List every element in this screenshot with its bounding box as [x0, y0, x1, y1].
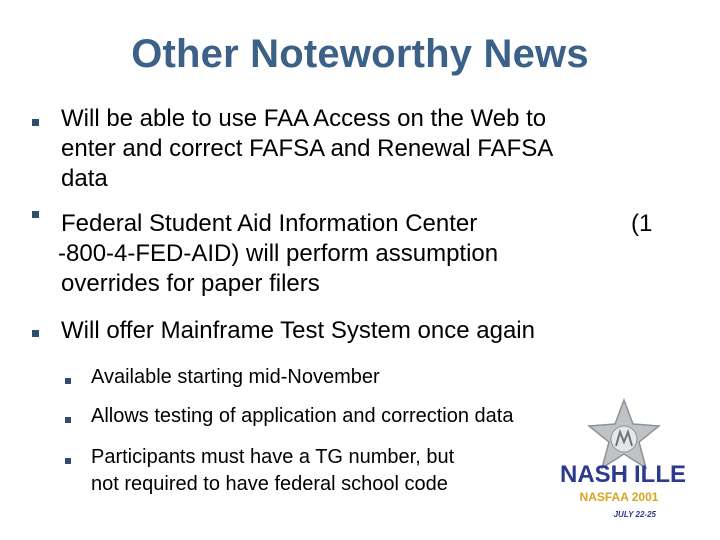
sub-bullet-3-line-2: not required to have federal school code	[91, 473, 448, 495]
bullet-marker	[32, 330, 39, 337]
logo-subtitle: NASFAA 2001	[579, 490, 659, 504]
sub-bullet-2-line-1: Allows testing of application and correction data	[91, 405, 514, 427]
sub-bullet-3-line-1: Participants must have a TG number, but	[91, 446, 455, 468]
bullet-marker	[32, 211, 39, 218]
bullet-1-line-2: enter and correct FAFSA and Renewal FAFSA	[61, 135, 554, 162]
bullet-2-line-3: overrides for paper filers	[61, 270, 320, 297]
sub-bullet-1-line-1: Available starting mid-November	[91, 366, 380, 388]
bullet-2-line-2: -800-4-FED-AID) will perform assumption	[58, 240, 499, 267]
slide-title: Other Noteworthy News	[131, 32, 589, 76]
logo-dates: JULY 22-25	[613, 510, 656, 519]
star-badge-icon	[560, 398, 686, 522]
sub-bullet-marker	[65, 417, 71, 423]
logo-name-right: ILLE	[634, 461, 686, 488]
bullet-2-line-1: Federal Student Aid Information Center	[61, 210, 478, 237]
bullet-1-line-1: Will be able to use FAA Access on the Web to	[61, 105, 547, 132]
sub-bullet-marker	[65, 458, 71, 464]
bullet-1-line-3: data	[61, 165, 108, 192]
bullet-2-trailing: (1	[631, 210, 653, 237]
logo-name-left: NASH	[560, 461, 629, 488]
bullet-marker	[32, 119, 39, 126]
bullet-3-line-1: Will offer Mainframe Test System once again	[61, 317, 535, 344]
nashville-logo	[560, 398, 686, 522]
sub-bullet-marker	[65, 378, 71, 384]
